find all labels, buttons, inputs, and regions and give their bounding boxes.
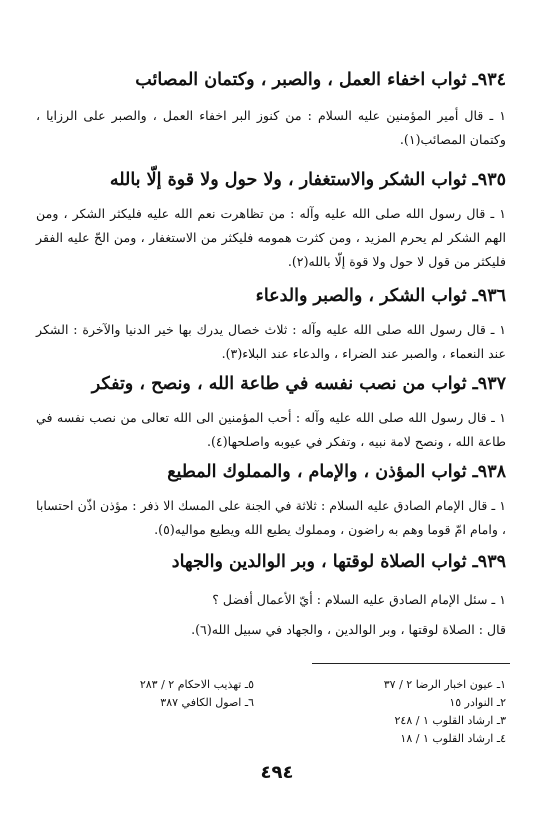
- hadith-paragraph: ١ ـ قال رسول الله صلى الله عليه وآله : أحب المؤمنين الى الله تعالى من نصب نفسه في طاعة الله ، ونصح لامة نبيه ، وتفكر في عيوبه واصلحها(٤).: [36, 410, 506, 449]
- section-938: [36, 458, 506, 542]
- footnote: ٥ـ تهذيب الاحكام ٢ / ٢٨٣: [139, 678, 254, 691]
- hadith-paragraph: ١ ـ قال أمير المؤمنين عليه السلام : من كنوز البر اخفاء العمل ، والصبر على الرزايا ، وكتمان المصائب(١).: [36, 108, 506, 147]
- section-heading: ٩٣٧ـ ثواب من نصب نفسه في طاعة الله ، ونصح ، وتفكر: [91, 374, 506, 394]
- footnote: ١ـ عيون اخبار الرضا ٢ / ٣٧: [383, 678, 506, 691]
- section-934: [36, 66, 506, 152]
- hadith-paragraph: قال : الصلاة لوقتها ، وبر الوالدين ، والجهاد في سبيل الله(٦).: [191, 622, 506, 637]
- section-heading: ٩٣٨ـ ثواب المؤذن ، والإمام ، والمملوك المطيع: [167, 462, 506, 482]
- footnote: ٦ـ اصول الكافي ٣٨٧: [160, 696, 254, 709]
- section-939: [36, 548, 506, 642]
- footnote: ٢ـ النوادر ١٥: [449, 696, 506, 709]
- section-937: [36, 370, 506, 454]
- section-heading: ٩٣٤ـ ثواب اخفاء العمل ، والصبر ، وكتمان المصائب: [135, 70, 506, 90]
- section-heading: ٩٣٦ـ ثواب الشكر ، والصبر والدعاء: [255, 286, 506, 306]
- hadith-paragraph: ١ ـ قال رسول الله صلى الله عليه وآله : من تظاهرت نعم الله عليه فليكثر الشكر ، ومن الهم الشكر لم يحرم المزيد ، ومن كثرت همومه فليكثر من الاستغفار ، ومن الحّ عليه الفقر فليكثر من قول لا حول ولا قوة إلّا بالله(٢).: [36, 206, 506, 269]
- footnote: ٤ـ ارشاد القلوب ١ / ١٨: [400, 732, 506, 745]
- footnote-divider: [312, 663, 510, 664]
- hadith-paragraph: ١ ـ قال الإمام الصادق عليه السلام : ثلاثة في الجنة على المسك الا ذفر : مؤذن اذّن احتسابا ، وامام امّ قوما وهم به راضون ، ومملوك يطيع الله ويطيع مواليه(٥).: [36, 498, 506, 537]
- hadith-paragraph: ١ ـ سئل الإمام الصادق عليه السلام : أيّ الأعمال أفضل ؟: [212, 592, 506, 607]
- footnote: ٣ـ ارشاد القلوب ١ / ٢٤٨: [394, 714, 506, 727]
- section-936: [36, 282, 506, 366]
- hadith-paragraph: ١ ـ قال رسول الله صلى الله عليه وآله : ثلاث خصال يدرك بها خير الدنيا والآخرة : الشكر عند النعماء ، والصبر عند الضراء ، والدعاء عند البلاء(٣).: [36, 322, 506, 361]
- page-number: ٤٩٤: [260, 762, 294, 783]
- section-935: [36, 166, 506, 274]
- section-heading: ٩٣٩ـ ثواب الصلاة لوقتها ، وبر الوالدين والجهاد: [171, 552, 506, 572]
- section-heading: ٩٣٥ـ ثواب الشكر والاستغفار ، ولا حول ولا قوة إلّا بالله: [109, 170, 506, 190]
